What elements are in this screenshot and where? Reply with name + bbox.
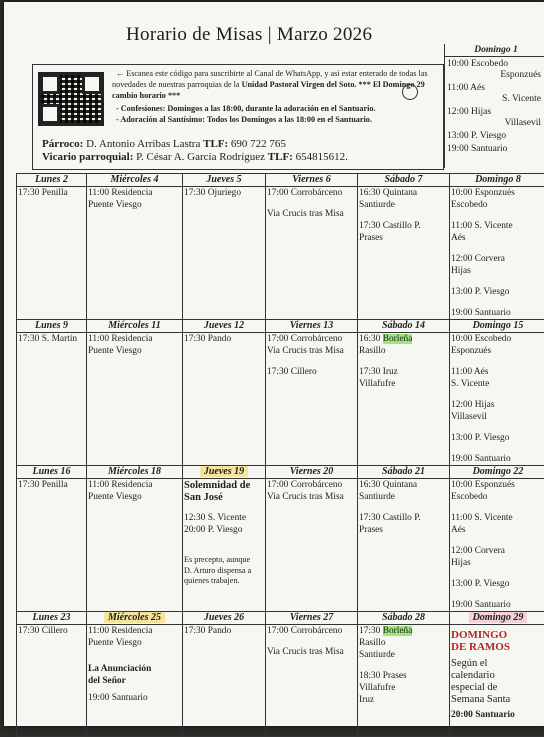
day-header: Jueves 5 (183, 174, 266, 187)
day-cell: 17:00 Corrobárceno Via Crucis tras Misa (266, 187, 358, 320)
page-title: Horario de Misas | Marzo 2026 (126, 24, 372, 46)
highlighted-place: Borleña (383, 626, 413, 636)
day-header: Viernes 13 (266, 320, 358, 333)
week-header-row (17, 320, 544, 333)
day-cell: 11:00 Residencia Puente Viesgo (87, 187, 183, 320)
week-header-row (17, 612, 544, 625)
parroco-phone[interactable]: 690 722 765 (231, 138, 286, 150)
day-cell: 17:00 Corrobárceno Via Crucis tras Misa 17:30 Cillero (266, 333, 358, 466)
day-cell: 16:30 Borleña Rasillo 17:30 Iruz Villafufre (358, 333, 450, 466)
ramos-title: DOMINGO (451, 630, 544, 641)
vicario-tlf-label: TLF: (268, 151, 293, 163)
mass-entry: 10:00 Escobedo Esponzués (445, 59, 544, 81)
schedule-sheet (4, 2, 544, 726)
week-body-row (17, 333, 544, 466)
ramos-title: DE RAMOS (451, 642, 544, 653)
vicario-name: P. César A. García Rodríguez (136, 151, 265, 163)
day-header: Viernes 20 (266, 466, 358, 479)
vicario-phone[interactable]: 654815612. (296, 151, 348, 163)
day-cell: DOMINGO DE RAMOS Según el calendario especial de Semana Santa 20:00 Santuario (450, 625, 544, 737)
day-header: Domingo 22 (450, 466, 544, 479)
day-cell: 10:00 Escobedo Esponzués 11:00 Aés S. Vicente 12:00 Hijas Villasevil 13:00 P. Viesgo 19:00 Santuario (450, 333, 544, 466)
day-cell: 17:00 Corrobárceno Via Crucis tras Misa (266, 479, 358, 612)
day-header: Viernes 6 (266, 174, 358, 187)
day-header-highlighted: Domingo 29 (450, 612, 544, 625)
mass-entry: 11:00 Aés S. Vicente (445, 83, 544, 105)
day-header: Jueves 12 (183, 320, 266, 333)
week-body-row (17, 479, 544, 612)
day-cell: 10:00 Esponzués Escobedo 11:00 S. Vicente Aés 12:00 Corvera Hijas 13:00 P. Viesgo 19:00 Santuario (450, 479, 544, 612)
info-unit: Unidad Pastoral Virgen del Soto. (242, 80, 357, 89)
day-header: Sábado 14 (358, 320, 450, 333)
day-header: Lunes 23 (17, 612, 87, 625)
mass-entry: 19:00 Santuario (445, 144, 544, 155)
info-intro: ← Escanea este código para suscribirte al Canal de WhatsApp, y así estar enterado de todas las novedades de nuestras parroquias de la (112, 69, 428, 89)
parroco-label: Párroco: (42, 138, 83, 150)
week-header-row (17, 466, 544, 479)
day-cell: 16:30 Quintana Santiurde 17:30 Castillo P. Prases (358, 187, 450, 320)
week-body-row (17, 625, 544, 737)
day-header: Domingo 8 (450, 174, 544, 187)
highlighted-place: Borleña (383, 334, 413, 344)
day-cell: 10:00 Esponzués Escobedo 11:00 S. Vicente Aés 12:00 Corvera Hijas 13:00 P. Viesgo 19:00 Santuario (450, 187, 544, 320)
mass-entry: 13:00 P. Viesgo (445, 131, 544, 142)
day-header: Sábado 28 (358, 612, 450, 625)
day-cell: 17:30 Penilla (17, 187, 87, 320)
day-cell: 11:00 Residencia Puente Viesgo (87, 479, 183, 612)
day-cell: 17:30 Ojuriego (183, 187, 266, 320)
vicario-label: Vicario parroquial: (42, 151, 133, 163)
info-adoracion: - Adoración al Santísimo: Todos los Domingos a las 18:00 en el Santuario. (116, 115, 372, 124)
info-notice: *** El Domingo 29 cambio horario *** (112, 80, 425, 100)
day-header: Lunes 9 (17, 320, 87, 333)
week-body-row (17, 187, 544, 320)
day-cell: 17:30 S. Martín (17, 333, 87, 466)
day-cell: 17:30 Cillero (17, 625, 87, 737)
day-cell: 17:30 Penilla (17, 479, 87, 612)
day-cell: 11:00 Residencia Puente Viesgo (87, 333, 183, 466)
day-cell: 11:00 Residencia Puente Viesgo La Anunciación del Señor 19:00 Santuario (87, 625, 183, 737)
info-confesiones: - Confesiones: Domingos a las 18:00, durante la adoración en el Santuario. (116, 104, 376, 113)
day-cell: 17:30 Borleña Rasillo Santiurde 18:30 Prases Villafufre Iruz (358, 625, 450, 737)
mass-entry: 12:00 Hijas Villasevil (445, 107, 544, 129)
parroco-name: D. Antonio Arribas Lastra (86, 138, 200, 150)
day-header: Domingo 15 (450, 320, 544, 333)
header-frame (32, 64, 444, 170)
day-header: Miércoles 4 (87, 174, 183, 187)
day-header: Miércoles 18 (87, 466, 183, 479)
parroco-tlf-label: TLF: (203, 138, 228, 150)
day-cell: 17:30 Pando (183, 333, 266, 466)
day-header-highlighted: Jueves 19 (183, 466, 266, 479)
domingo-1-header: Domingo 1 (445, 44, 544, 57)
day-header: Miércoles 11 (87, 320, 183, 333)
day-header: Lunes 16 (17, 466, 87, 479)
day-cell: 17:00 Corrobárceno Via Crucis tras Misa (266, 625, 358, 737)
day-header: Sábado 7 (358, 174, 450, 187)
day-header: Viernes 27 (266, 612, 358, 625)
day-header-highlighted: Miércoles 25 (87, 612, 183, 625)
day-header: Lunes 2 (17, 174, 87, 187)
day-cell: Solemnidad de San José 12:30 S. Vicente 20:00 P. Viesgo Es precepto, aunque D. Arturo dispensa a quienes trabajen. (183, 479, 266, 612)
day-header: Sábado 21 (358, 466, 450, 479)
day-cell: 16:30 Quintana Santiurde 17:30 Castillo P. Prases (358, 479, 450, 612)
day-header: Jueves 26 (183, 612, 266, 625)
week-header-row (17, 174, 544, 187)
calendar-table (16, 173, 544, 737)
domingo-1-column (444, 44, 544, 168)
day-cell: 17:30 Pando (183, 625, 266, 737)
